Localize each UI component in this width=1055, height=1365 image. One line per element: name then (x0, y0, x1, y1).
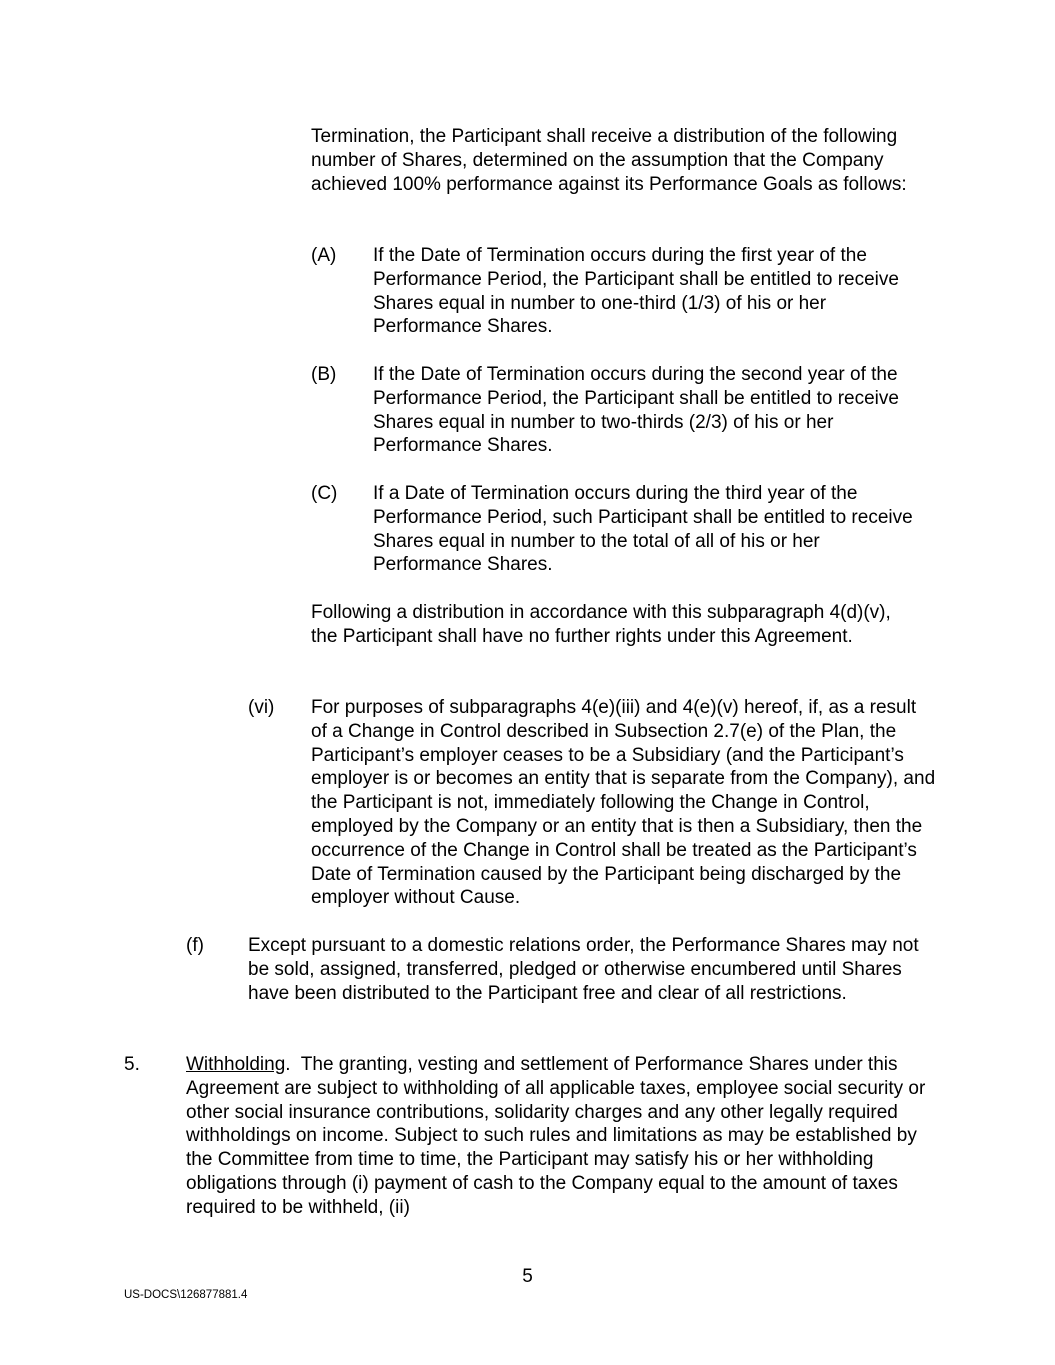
item-vi-text: For purposes of subparagraphs 4(e)(iii) and 4(e)(v) hereof, if, as a result of a Change in Control described in Subsection 2.7(e) of the Plan, the Participant’s employer ceases to be a Subsidiary (and the Participant’s employer is or becomes an entity that is separate from the Company), and the Participant is not, immediately following the Change in Control, employed by the Company or an entity that is then a Subsidiary, then the occurrence of the Change in Control shall be treated as the Participant’s Date of Termination caused by the Participant being discharged by the employer without Cause. (311, 697, 936, 909)
following-paragraph: Following a distribution in accordance with this subparagraph 4(d)(v), the Participant shall have no further rights under this Agreement. (311, 602, 891, 647)
section-5-paragraph (186, 1053, 938, 1220)
section-5-text: The granting, vesting and settlement of Performance Shares under this Agreement are subject to withholding of all applicable taxes, employee social security or other social insurance contributions, solidarity charges and any other legally required withholdings on income. Subject to such rules and limitations as may be established by the Committee from time to time, the Participant may satisfy his or her withholding obligations through (i) payment of cash to the Company equal to the amount of taxes required to be withheld, (ii) (186, 1054, 926, 1218)
item-vi-label: (vi) (248, 697, 275, 718)
section-5-number: 5. (124, 1054, 140, 1075)
item-f-text: Except pursuant to a domestic relations order, the Performance Shares may not be sold, assigned, transferred, pledged or otherwise encumbered until Shares have been distributed to the Participant free and clear of all restrictions. (248, 935, 919, 1004)
sub-item-text-a: If the Date of Termination occurs during the first year of the Performance Period, the Participant shall be entitled to receive Shares equal in number to one-third (1/3) of his or her Performance Shares. (373, 245, 899, 338)
section-5-heading-punct: . (285, 1054, 291, 1075)
sub-item-label-a: (A) (311, 245, 337, 266)
document-id: US-DOCS\126877881.4 (124, 1289, 248, 1301)
sub-item-text-b: If the Date of Termination occurs during the second year of the Performance Period, the Participant shall be entitled to receive Shares equal in number to two-thirds (2/3) of his or her Performance Shares. (373, 364, 899, 457)
sub-item-text-c: If a Date of Termination occurs during the third year of the Performance Period, such Participant shall be entitled to receive Shares equal in number to the total of all of his or her Performance Shares. (373, 483, 913, 576)
sub-item-label-b: (B) (311, 364, 337, 385)
section-5-heading: Withholding (186, 1054, 286, 1075)
item-f-label: (f) (186, 935, 204, 956)
intro-paragraph: Termination, the Participant shall receive a distribution of the following number of Shares, determined on the assumption that the Company achieved 100% performance against its Performance Goals as follows: (311, 126, 907, 195)
sub-item-label-c: (C) (311, 483, 338, 504)
page-number: 5 (522, 1266, 533, 1287)
